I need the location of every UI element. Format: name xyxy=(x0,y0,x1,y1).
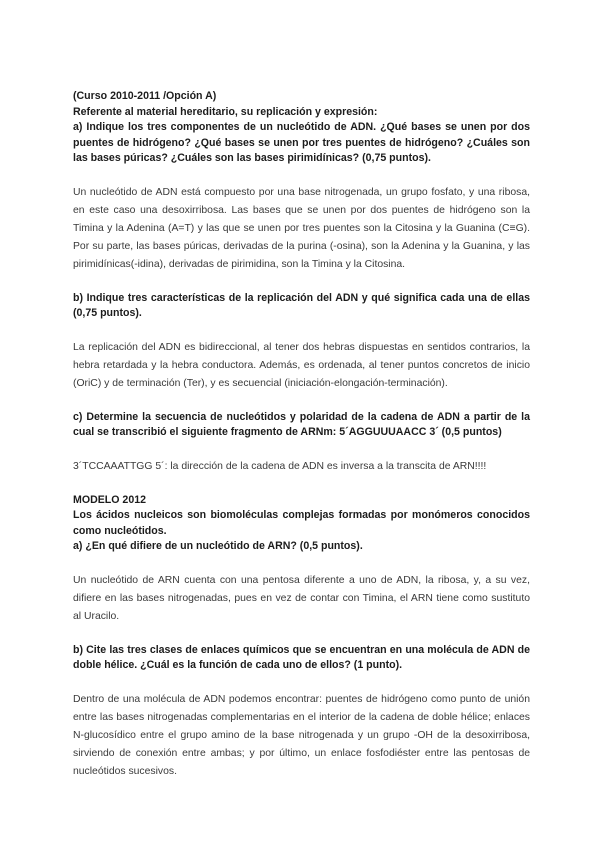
topic-header: Referente al material hereditario, su replicación y expresión: xyxy=(73,105,378,118)
answer-a: Un nucleótido de ADN está compuesto por una base nitrogenada, un grupo fosfato, y una ribosa, en este caso una desoxirribosa. Las bases que se unen por dos puentes de hidrógeno son la Timina y la Adenina (A=T) y las que se unen por tres puentes son la Citosina y la Guanina (C≡G). Por su parte, las bases púricas, derivadas de la purina (-osina), son la Adenina y la Guanina, y las pirimidínicas(-idina), derivadas de pirimidina, son la Timina y la Citosina. xyxy=(73,186,530,270)
modelo-answer-a: Un nucleótido de ARN cuenta con una pentosa diferente a uno de ADN, la ribosa, y, a su vez, difiere en las bases nitrogenadas, pues en vez de contar con Timina, el ARN tiene como sustituto al Uracilo. xyxy=(73,574,530,622)
answer-b: La replicación del ADN es bidireccional, al tener dos hebras dispuestas en sentidos contrarios, la hebra retardada y la hebra conductora. Además, es ordenada, al tener puntos concretos de inicio (OriC) y de terminación (Ter), y es secuencial (iniciación-elongación-terminación). xyxy=(73,341,530,389)
modelo-question-a: a) ¿En qué difiere de un nucleótido de ARN? (0,5 puntos). xyxy=(73,540,363,552)
question-b: b) Indique tres características de la replicación del ADN y qué significa cada una de ellas (0,75 puntos). xyxy=(73,291,530,319)
modelo-answer-b: Dentro de una molécula de ADN podemos encontrar: puentes de hidrógeno como punto de unión entre las bases nitrogenadas complementarias en el interior de la cadena de doble hélice; enlaces N-glucosídico entre el grupo amino de la base nitrogenada y un grupo -OH de la desoxirribosa, sirviendo de conexión entre ambas; y por último, un enlace fosfodiéster entre las pentosas de nucleótidos sucesivos. xyxy=(73,693,530,777)
answer-c: 3´TCCAAATTGG 5´: la dirección de la cadena de ADN es inversa a la transcita de ARN!!!! xyxy=(73,460,487,472)
course-header: (Curso 2010-2011 /Opción A) xyxy=(73,90,217,102)
question-a: a) Indique los tres componentes de un nucleótido de ADN. ¿Qué bases se unen por dos puentes de hidrógeno? ¿Qué bases se unen por tres puentes de hidrógeno? ¿Cuáles son las bases púricas? ¿Cuáles son las bases pirimidínicas? (0,75 puntos). xyxy=(73,121,530,164)
question-c: c) Determine la secuencia de nucleótidos y polaridad de la cadena de ADN a partir de la cual se transcribió el siguiente fragmento de ARNm: 5´AGGUUUAACC 3´ (0,5 puntos) xyxy=(73,410,530,438)
modelo-title: MODELO 2012 xyxy=(73,493,147,506)
modelo-question-b: b) Cite las tres clases de enlaces químicos que se encuentran en una molécula de ADN de doble hélice. ¿Cuál es la función de cada uno de ellos? (1 punto). xyxy=(73,643,530,671)
document-page xyxy=(73,89,530,781)
modelo-intro: Los ácidos nucleicos son biomoléculas complejas formadas por monómeros conocidos como nucleótidos. xyxy=(73,509,530,537)
